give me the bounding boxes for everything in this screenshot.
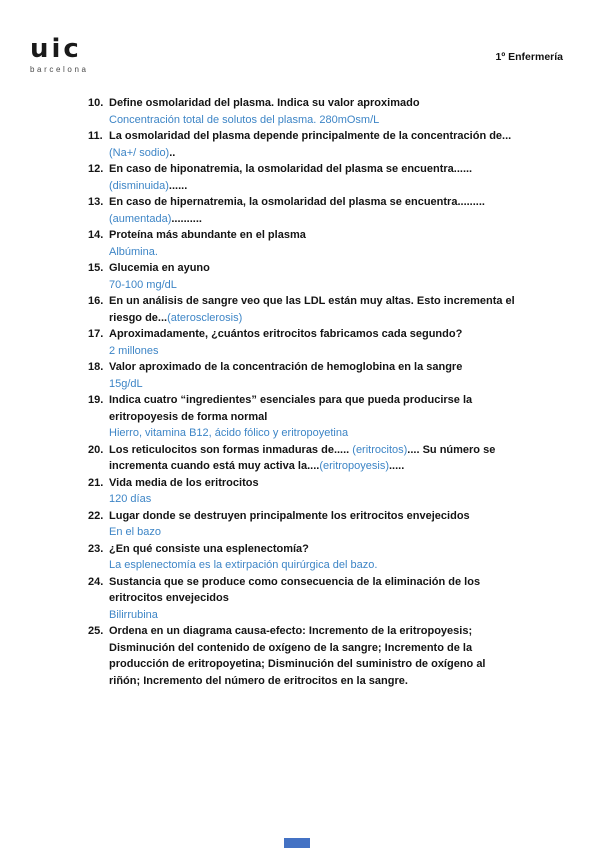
question-body (109, 541, 516, 574)
question-number: 13. (88, 196, 104, 208)
question-number: 14. (88, 229, 104, 241)
question-item (88, 392, 516, 442)
uic-logo-subtext: barcelona (30, 65, 89, 74)
question-text: .... Su número se incrementa cuando está muy activa la.... (109, 443, 496, 472)
answer-text: 70-100 mg/dL (109, 278, 177, 291)
text-line (109, 574, 516, 607)
answer-text: (Na+/ sodio) (109, 146, 170, 159)
question-text: Los reticulocitos son formas inmaduras de..... (109, 443, 353, 456)
question-item (88, 508, 516, 541)
question-body (109, 95, 516, 128)
answer-text: Bilirrubina (109, 608, 158, 621)
answer-text: 15g/dL (109, 377, 143, 390)
question-number: 19. (88, 394, 104, 406)
question-item (88, 128, 516, 161)
answer-text: (aterosclerosis) (167, 311, 243, 324)
text-line (109, 491, 516, 508)
question-number: 11. (88, 130, 103, 142)
text-line (109, 343, 516, 360)
text-line (109, 376, 516, 393)
text-line (109, 277, 516, 294)
question-body (109, 508, 516, 541)
question-number: 18. (88, 361, 104, 373)
text-line (109, 557, 516, 574)
question-text: Ordena en un diagrama causa-efecto: Incremento de la eritropoyesis; Disminución del contenido de oxígeno de la sangre; Incremento de la producción de eritropoyetina; Disminución del suministro de oxígeno al riñón; Incremento del número de eritrocitos en la sangre. (109, 625, 486, 687)
question-number: 10. (88, 97, 104, 109)
question-number: 24. (88, 575, 104, 588)
question-number: 21. (88, 476, 104, 489)
question-item (88, 326, 516, 359)
question-body (109, 227, 516, 260)
answer-text: Albúmina. (109, 245, 158, 258)
question-body (109, 623, 516, 689)
text-line (109, 607, 516, 624)
question-body (109, 574, 516, 624)
text-line (109, 524, 516, 541)
question-number: 12. (88, 163, 104, 175)
question-text: Indica cuatro “ingredientes” esenciales para que pueda producirse la eritropoyesis de forma normal (109, 394, 473, 423)
question-text: ¿En qué consiste una esplenectomía? (109, 542, 309, 555)
question-text: ..... (389, 460, 405, 472)
course-label: 1º Enfermería (495, 51, 563, 63)
question-text: En caso de hipernatremia, la osmolaridad del plasma se encuentra......... (109, 196, 485, 208)
question-item (88, 161, 516, 194)
question-number: 25. (88, 625, 104, 637)
question-number: 22. (88, 509, 104, 522)
answer-text: (disminuida) (109, 179, 169, 192)
question-body (109, 359, 516, 392)
text-line (109, 475, 516, 492)
question-text: Glucemia en ayuno (109, 262, 210, 274)
answer-text: Concentración total de solutos del plasma. 280mOsm/L (109, 113, 380, 126)
question-body (109, 161, 516, 194)
text-line (109, 161, 516, 194)
answer-text: (eritropoyesis) (319, 460, 389, 472)
question-body (109, 475, 516, 508)
text-line (109, 442, 516, 475)
answer-text: (aumentada) (109, 212, 172, 225)
text-line (109, 244, 516, 261)
question-text: .......... (171, 212, 202, 225)
question-text: Vida media de los eritrocitos (109, 476, 259, 489)
question-number: 20. (88, 443, 104, 456)
question-text: Aproximadamente, ¿cuántos eritrocitos fabricamos cada segundo? (109, 328, 463, 340)
question-text: ...... (168, 179, 188, 192)
text-line (109, 359, 516, 376)
question-body (109, 194, 516, 227)
question-item (88, 541, 516, 574)
question-body (109, 326, 516, 359)
question-number: 23. (88, 542, 104, 555)
text-line (109, 194, 516, 227)
text-line (109, 541, 516, 558)
question-number: 15. (88, 262, 104, 274)
question-body (109, 293, 516, 326)
text-line (109, 425, 516, 442)
question-text: Lugar donde se destruyen principalmente los eritrocitos envejecidos (109, 509, 470, 522)
question-list (88, 95, 516, 689)
question-text: En un análisis de sangre veo que las LDL están muy altas. Esto incrementa el riesgo de... (109, 295, 515, 324)
question-item (88, 442, 516, 475)
question-text: Proteína más abundante en el plasma (109, 229, 306, 241)
answer-text: 120 días (109, 493, 152, 505)
text-line (109, 293, 516, 326)
uic-logo-text: uic (30, 34, 82, 64)
answer-text: En el bazo (109, 526, 161, 538)
question-text: .. (169, 146, 176, 159)
question-item (88, 260, 516, 293)
question-item (88, 574, 516, 624)
text-line (109, 95, 516, 112)
question-text: La osmolaridad del plasma depende principalmente de la concentración de... (109, 130, 512, 142)
question-body (109, 442, 516, 475)
text-line (109, 128, 516, 161)
text-line (109, 260, 516, 277)
question-number: 16. (88, 295, 104, 307)
question-item (88, 359, 516, 392)
text-line (109, 508, 516, 525)
text-line (109, 392, 516, 425)
question-item (88, 623, 516, 689)
text-line (109, 326, 516, 343)
answer-text: (eritrocitos) (352, 443, 408, 456)
answer-text: La esplenectomía es la extirpación quirúrgica del bazo. (109, 559, 378, 571)
uic-logo (30, 36, 89, 74)
question-text: En caso de hiponatremia, la osmolaridad del plasma se encuentra...... (109, 163, 473, 175)
question-text: Define osmolaridad del plasma. Indica su valor aproximado (109, 97, 420, 109)
page-header (30, 36, 563, 74)
question-item (88, 227, 516, 260)
text-line (109, 227, 516, 244)
question-item (88, 95, 516, 128)
question-body (109, 392, 516, 442)
text-line (109, 112, 516, 129)
answer-text: 2 millones (109, 344, 159, 357)
answer-text: Hierro, vitamina B12, ácido fólico y eritropoyetina (109, 427, 349, 439)
question-item (88, 194, 516, 227)
question-number: 17. (88, 328, 104, 340)
question-body (109, 128, 516, 161)
question-text: Sustancia que se produce como consecuencia de la eliminación de los eritrocitos envejecidos (109, 575, 481, 604)
text-line (109, 623, 516, 689)
question-item (88, 475, 516, 508)
question-item (88, 293, 516, 326)
footer-accent-bar (284, 838, 310, 848)
question-body (109, 260, 516, 293)
question-text: Valor aproximado de la concentración de hemoglobina en la sangre (109, 361, 463, 373)
